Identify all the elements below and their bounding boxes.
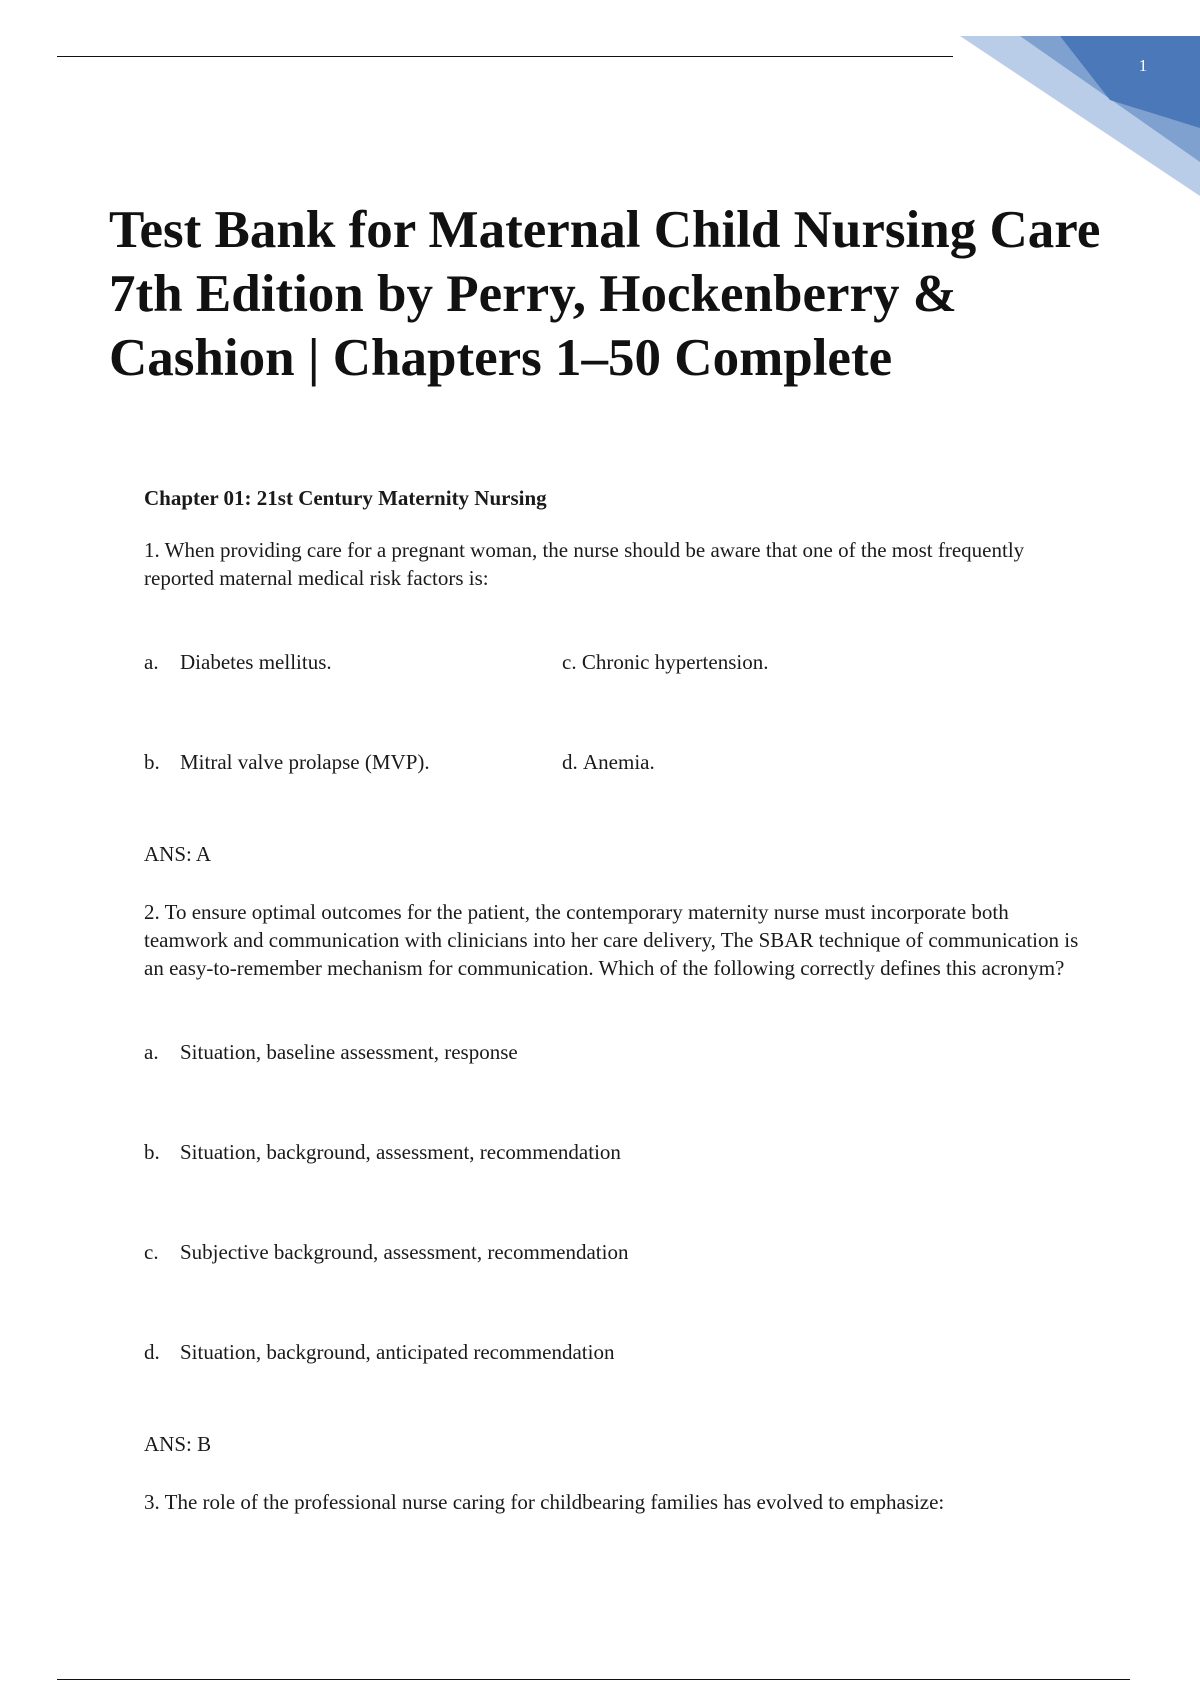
option-text: Anemia.: [583, 750, 655, 774]
document-title: Test Bank for Maternal Child Nursing Care 7th Edition by Perry, Hockenberry & Cashion | Chapters 1–50 Complete: [109, 201, 1101, 387]
chapter-heading: Chapter 01: 21st Century Maternity Nursing: [144, 486, 547, 510]
page-number: 1: [1138, 56, 1148, 75]
option-letter: b.: [144, 750, 160, 774]
question-1-option-c: [562, 648, 982, 676]
question-1-options: [144, 648, 1084, 776]
option-text: Situation, background, assessment, recommendation: [180, 1140, 621, 1164]
question-1: 1. When providing care for a pregnant woman, the nurse should be aware that one of the most frequently reported maternal medical risk factors is:: [144, 538, 1025, 590]
option-text: Subjective background, assessment, recommendation: [180, 1240, 629, 1264]
option-letter: c.: [144, 1240, 159, 1264]
corner-decoration: [960, 36, 1200, 196]
content-body: [144, 484, 1084, 1516]
option-text: Mitral valve prolapse (MVP).: [180, 750, 430, 774]
option-letter: a.: [144, 650, 159, 674]
option-text: Diabetes mellitus.: [180, 650, 332, 674]
option-letter: d.: [562, 750, 578, 774]
option-letter: b.: [144, 1140, 160, 1164]
option-letter: a.: [144, 1040, 159, 1064]
option-text: Situation, baseline assessment, response: [180, 1040, 518, 1064]
question-1-option-b: [144, 748, 562, 776]
question-2: 2. To ensure optimal outcomes for the patient, the contemporary maternity nurse must incorporate both teamwork and communication with clinicians into her care delivery, The SBAR technique of communication is an easy-to-remember mechanism for communication. Which of the following correctly defines this acronym?: [144, 900, 1079, 980]
question-2-option-a: [144, 1038, 1084, 1066]
question-2-options: [144, 1038, 1084, 1366]
option-text: Situation, background, anticipated recommendation: [180, 1340, 615, 1364]
option-letter: d.: [144, 1340, 160, 1364]
question-3: 3. The role of the professional nurse caring for childbearing families has evolved to emphasize:: [144, 1490, 945, 1514]
question-1-option-d: [562, 748, 982, 776]
footer-rule: [57, 1679, 1130, 1680]
question-1-option-a: [144, 648, 562, 676]
header-rule: [57, 56, 953, 57]
question-2-option-d: [144, 1338, 1084, 1366]
question-2-option-b: [144, 1138, 1084, 1166]
question-2-answer: ANS: B: [144, 1432, 212, 1456]
option-letter: c.: [562, 650, 577, 674]
option-text: Chronic hypertension.: [581, 650, 769, 674]
question-2-option-c: [144, 1238, 1084, 1266]
question-1-answer: ANS: A: [144, 842, 212, 866]
